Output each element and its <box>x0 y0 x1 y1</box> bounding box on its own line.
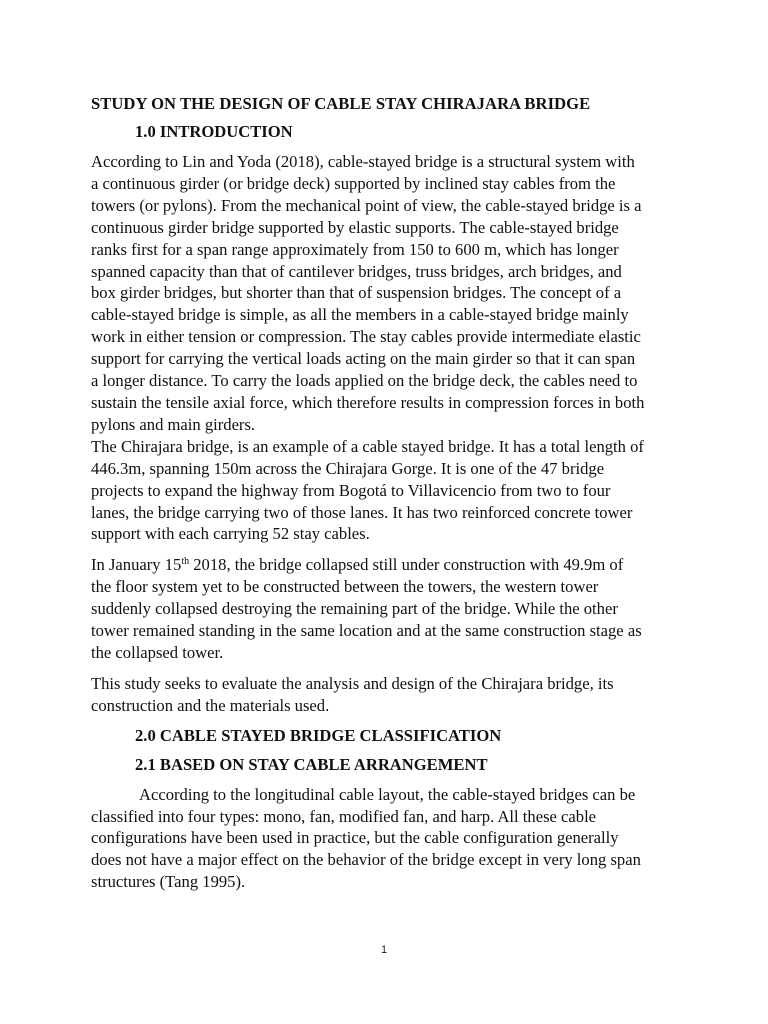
page-number: 1 <box>380 944 388 956</box>
paragraph-line: continuous girder bridge supported by elastic supports. The cable-stayed bridge <box>91 217 619 237</box>
section-heading-classification: 2.0 CABLE STAYED BRIDGE CLASSIFICATION <box>135 725 502 745</box>
paragraph-line: projects to expand the highway from Bogotá to Villavicencio from two to four <box>91 480 611 500</box>
collapse-text-end: 2018, the bridge collapsed still under construction with 49.9m of <box>189 555 624 575</box>
paragraph-line: support with each carrying 52 stay cables. <box>91 524 370 544</box>
collapse-paragraph <box>91 554 672 664</box>
classification-paragraph <box>91 784 672 894</box>
paragraph-line: the floor system yet to be constructed between the towers, the western tower <box>91 577 599 597</box>
intro-paragraph <box>91 151 672 436</box>
study-paragraph <box>91 673 672 717</box>
paragraph-line: This study seeks to evaluate the analysis and design of the Chirajara bridge, its <box>91 673 614 693</box>
paragraph-line: ranks first for a span range approximately from 150 to 600 m, which has longer <box>91 239 619 259</box>
ordinal-superscript: th <box>181 556 190 568</box>
paragraph-line <box>91 554 672 576</box>
paragraph-line: a continuous girder (or bridge deck) supported by inclined stay cables from the <box>91 173 616 193</box>
collapse-text-start: In January 15 <box>91 555 182 575</box>
paragraph-line: construction and the materials used. <box>91 695 330 715</box>
paragraph-line: spanned capacity than that of cantilever bridges, truss bridges, arch bridges, and <box>91 261 622 281</box>
paragraph-line: According to the longitudinal cable layout, the cable-stayed bridges can be <box>139 784 636 804</box>
paragraph-line: box girder bridges, but shorter than that of suspension bridges. The concept of a <box>91 283 622 303</box>
paragraph-line: The Chirajara bridge, is an example of a cable stayed bridge. It has a total length of <box>91 436 644 456</box>
paragraph-line: classified into four types: mono, fan, modified fan, and harp. All these cable <box>91 806 597 826</box>
paragraph-line: structures (Tang 1995). <box>91 872 246 892</box>
paragraph-line: does not have a major effect on the behavior of the bridge except in very long span <box>91 850 641 870</box>
paragraph-line: configurations have been used in practice, but the cable configuration generally <box>91 828 619 848</box>
document-title: STUDY ON THE DESIGN OF CABLE STAY CHIRAJARA BRIDGE <box>91 94 591 113</box>
paragraph-line: work in either tension or compression. The stay cables provide intermediate elastic <box>91 327 641 347</box>
paragraph-line: a longer distance. To carry the loads applied on the bridge deck, the cables need to <box>91 371 638 391</box>
paragraph-line: sustain the tensile axial force, which therefore results in compression forces in both <box>91 392 645 412</box>
paragraph-line: support for carrying the vertical loads acting on the main girder so that it can span <box>91 349 636 369</box>
paragraph-line: pylons and main girders. <box>91 414 256 434</box>
section-heading-introduction: 1.0 INTRODUCTION <box>135 122 293 141</box>
paragraph-line: suddenly collapsed destroying the remaining part of the bridge. While the other <box>91 599 618 619</box>
paragraph-line: the collapsed tower. <box>91 642 224 662</box>
section-heading-cable-arrangement: 2.1 BASED ON STAY CABLE ARRANGEMENT <box>135 754 488 774</box>
paragraph-line: cable-stayed bridge is simple, as all the members in a cable-stayed bridge mainly <box>91 305 629 325</box>
paragraph-line: According to Lin and Yoda (2018), cable-stayed bridge is a structural system with <box>91 152 635 171</box>
paragraph-line: tower remained standing in the same location and at the same construction stage as <box>91 621 642 641</box>
paragraph-line: towers (or pylons). From the mechanical point of view, the cable-stayed bridge is a <box>91 195 642 215</box>
paragraph-line: lanes, the bridge carrying two of those lanes. It has two reinforced concrete tower <box>91 502 633 522</box>
chirajara-paragraph <box>91 436 672 546</box>
paragraph-line: 446.3m, spanning 150m across the Chirajara Gorge. It is one of the 47 bridge <box>91 458 605 478</box>
